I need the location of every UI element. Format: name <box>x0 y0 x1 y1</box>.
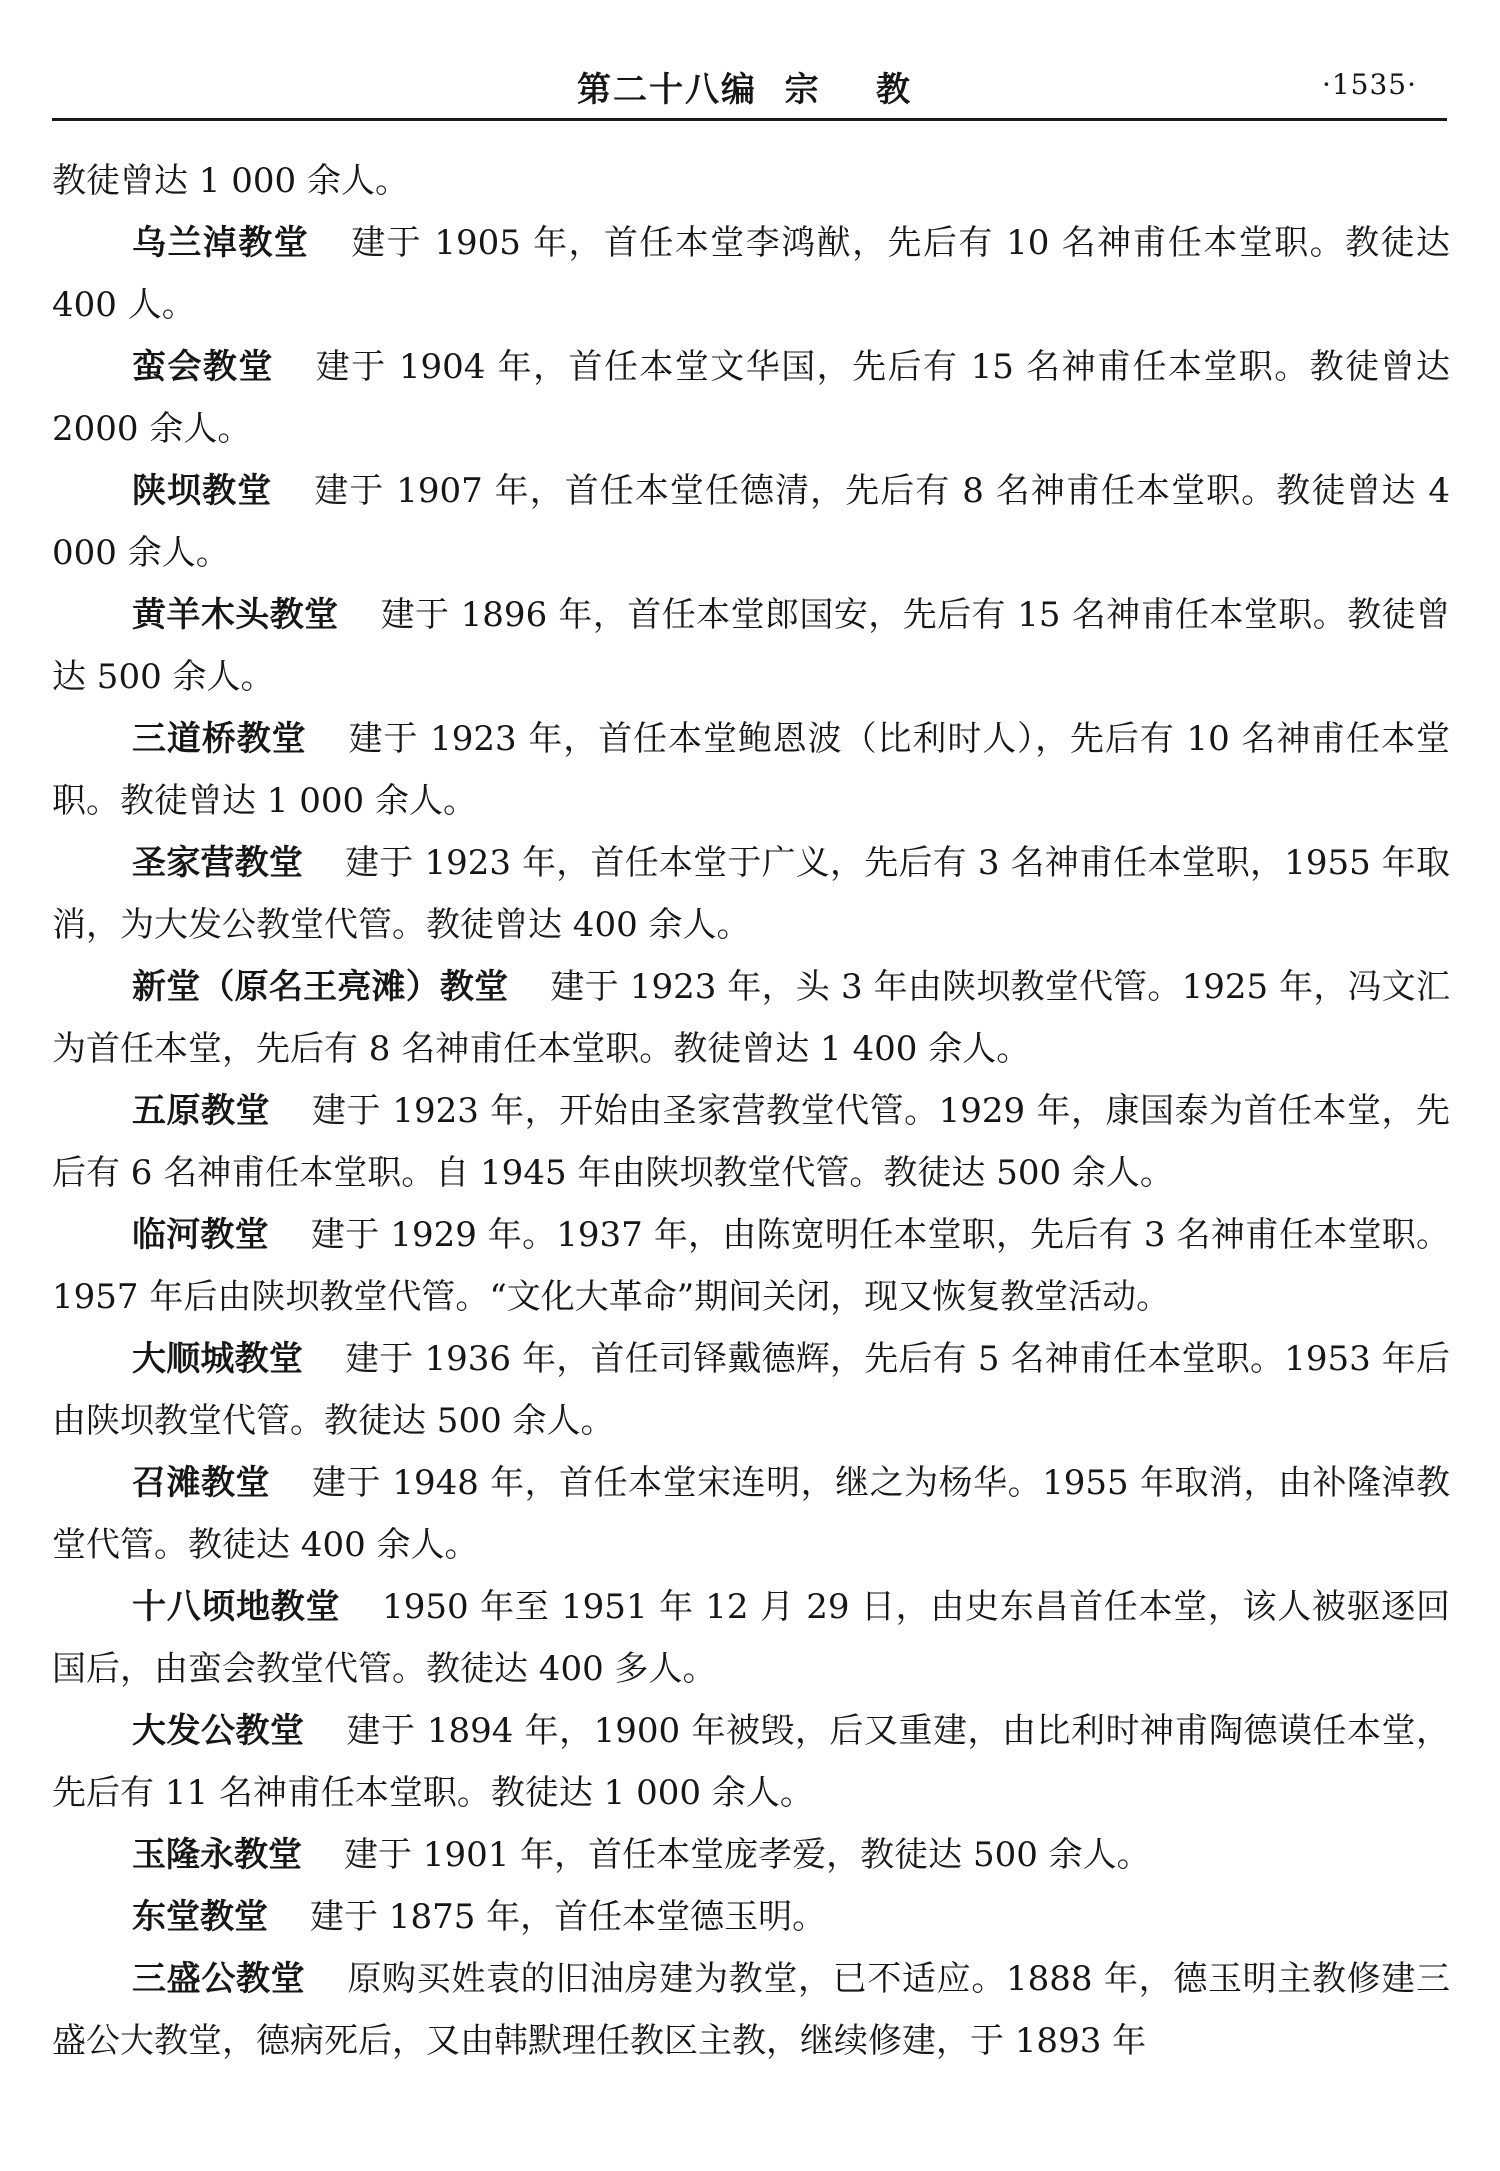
church-name: 陕坝教堂 <box>132 471 273 511</box>
church-description: 建于 1923 年，头 3 年由陕坝教堂代管。1925 年，冯文汇为首任本堂，先后有 8 名神甫任本堂职。教徒曾达 1 400 余人。 <box>52 967 1450 1069</box>
chapter-title: 第二十八编 宗 教 <box>577 70 913 110</box>
church-name: 临河教堂 <box>132 1215 269 1255</box>
church-name: 三道桥教堂 <box>132 719 307 759</box>
church-entry <box>52 1700 1450 1824</box>
church-entry <box>52 1452 1450 1576</box>
church-name: 十八顷地教堂 <box>132 1587 341 1627</box>
church-description: 建于 1905 年，首任本堂李鸿猷，先后有 10 名神甫任本堂职。教徒达 400 人。 <box>52 223 1450 325</box>
church-description: 建于 1923 年，开始由圣家营教堂代管。1929 年，康国泰为首任本堂，先后有 6 名神甫任本堂职。自 1945 年由陕坝教堂代管。教徒达 500 余人。 <box>52 1091 1451 1193</box>
page-body <box>52 150 1450 2072</box>
church-entry <box>52 1576 1450 1700</box>
church-description: 原购买姓袁的旧油房建为教堂，已不适应。1888 年，德玉明主教修建三盛公大教堂，德病死后，又由韩默理任教区主教，继续修建，于 1893 年 <box>52 1959 1451 2061</box>
church-entry <box>52 1080 1450 1204</box>
church-entry <box>52 1948 1450 2072</box>
church-entry <box>52 832 1450 956</box>
church-entry <box>52 336 1450 460</box>
church-description: 建于 1907 年，首任本堂任德清，先后有 8 名神甫任本堂职。教徒曾达 4 000 余人。 <box>52 471 1451 573</box>
church-name: 东堂教堂 <box>132 1897 268 1937</box>
church-description: 建于 1948 年，首任本堂宋连明，继之为杨华。1955 年取消，由补隆淖教堂代管。教徒达 400 余人。 <box>52 1463 1451 1565</box>
church-entry <box>52 1204 1450 1328</box>
intro-paragraph: 教徒曾达 1 000 余人。 <box>52 161 409 201</box>
church-name: 召滩教堂 <box>132 1463 271 1503</box>
church-description: 建于 1936 年，首任司铎戴德辉，先后有 5 名神甫任本堂职。1953 年后由陕坝教堂代管。教徒达 500 余人。 <box>52 1339 1450 1441</box>
church-name: 圣家营教堂 <box>132 843 304 883</box>
church-name: 玉隆永教堂 <box>132 1835 302 1875</box>
church-description: 建于 1875 年，首任本堂德玉明。 <box>310 1897 827 1937</box>
church-name: 新堂（原名王亮滩）教堂 <box>132 967 509 1007</box>
church-name: 大顺城教堂 <box>132 1339 304 1379</box>
church-description: 建于 1929 年。1937 年，由陈宽明任本堂职，先后有 3 名神甫任本堂职。1957 年后由陕坝教堂代管。“文化大革命”期间关闭，现又恢复教堂活动。 <box>52 1215 1450 1317</box>
church-entry <box>52 1824 1450 1886</box>
church-entry <box>52 1886 1450 1948</box>
church-description: 建于 1896 年，首任本堂郎国安，先后有 15 名神甫任本堂职。教徒曾达 500 余人。 <box>52 595 1451 697</box>
church-entry <box>52 1328 1450 1452</box>
church-entry <box>52 460 1450 584</box>
church-entry <box>52 956 1450 1080</box>
page-header <box>52 58 1447 121</box>
church-name: 蛮会教堂 <box>132 347 274 387</box>
church-name: 大发公教堂 <box>132 1711 305 1751</box>
church-name: 乌兰淖教堂 <box>132 223 310 263</box>
church-description: 建于 1904 年，首任本堂文华国，先后有 15 名神甫任本堂职。教徒曾达 2000 余人。 <box>52 347 1450 449</box>
church-name: 五原教堂 <box>132 1091 271 1131</box>
church-description: 1950 年至 1951 年 12 月 29 日，由史东昌首任本堂，该人被驱逐回国后，由蛮会教堂代管。教徒达 400 多人。 <box>52 1587 1451 1689</box>
church-description: 建于 1923 年，首任本堂于广义，先后有 3 名神甫任本堂职，1955 年取消，为大发公教堂代管。教徒曾达 400 余人。 <box>52 843 1450 945</box>
church-name: 黄羊木头教堂 <box>132 595 339 635</box>
church-entry <box>52 584 1450 708</box>
church-description: 建于 1923 年，首任本堂鲍恩波（比利时人），先后有 10 名神甫任本堂职。教徒曾达 1 000 余人。 <box>52 719 1450 821</box>
church-description: 建于 1894 年，1900 年被毁，后又重建，由比利时神甫陶德谟任本堂，先后有 11 名神甫任本堂职。教徒达 1 000 余人。 <box>52 1711 1451 1813</box>
page-number: ·1535· <box>1321 68 1417 101</box>
church-entry <box>52 708 1450 832</box>
church-description: 建于 1901 年，首任本堂庞孝爱，教徒达 500 余人。 <box>344 1835 1151 1875</box>
church-entry <box>52 212 1450 336</box>
church-name: 三盛公教堂 <box>132 1959 306 1999</box>
